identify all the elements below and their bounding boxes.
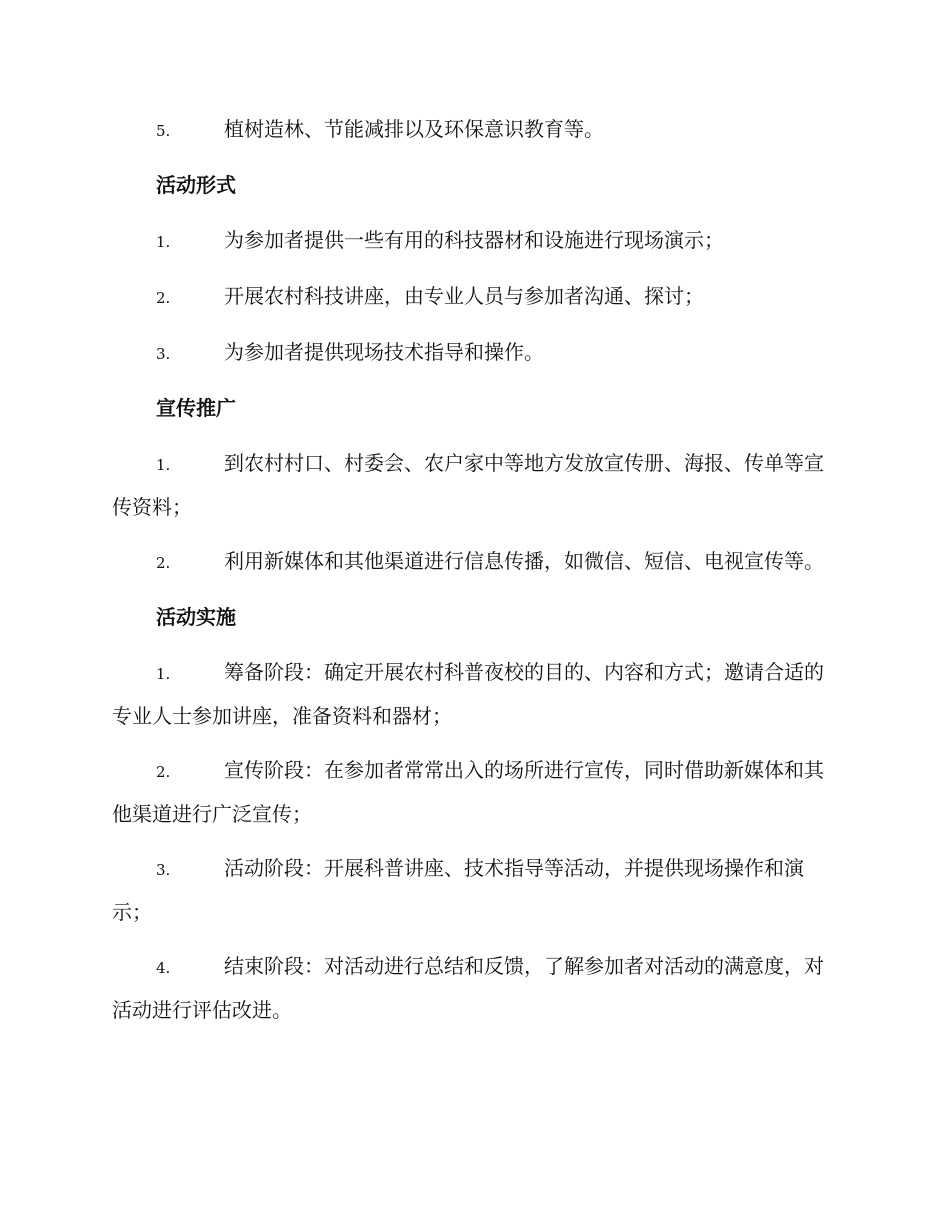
- list-item: [112, 219, 834, 263]
- list-text: 开展农村科技讲座，由专业人员与参加者沟通、探讨；: [224, 284, 704, 308]
- section-heading: 活动实施: [156, 605, 236, 629]
- list-text: 植树造林、节能减排以及环保意识教育等。: [224, 117, 604, 141]
- list-number: 2.: [156, 763, 171, 781]
- section-heading: 宣传推广: [156, 396, 236, 420]
- list-text: 利用新媒体和其他渠道进行信息传播，如微信、短信、电视宣传等。: [224, 549, 824, 573]
- section-heading: 活动形式: [156, 173, 236, 197]
- list-number: 4.: [156, 959, 171, 977]
- list-item: [112, 847, 834, 933]
- list-text: 宣传阶段：在参加者常常出入的场所进行宣传，同时借助新媒体和其他渠道进行广泛宣传；: [112, 758, 824, 826]
- list-text: 筹备阶段：确定开展农村科普夜校的目的、内容和方式；邀请合适的专业人士参加讲座，准备资料和器材；: [112, 660, 824, 728]
- list-text: 结束阶段：对活动进行总结和反馈，了解参加者对活动的满意度，对活动进行评估改进。: [112, 954, 824, 1022]
- list-number: 1.: [156, 456, 171, 474]
- list-number: 5.: [156, 122, 171, 140]
- list-item: [112, 108, 834, 152]
- list-number: 1.: [156, 665, 171, 683]
- list-item: [112, 945, 834, 1031]
- list-item: [112, 442, 834, 528]
- list-text: 到农村村口、村委会、农户家中等地方发放宣传册、海报、传单等宣传资料；: [112, 451, 824, 519]
- list-item: [112, 331, 834, 375]
- document-page: [112, 108, 834, 1043]
- list-item: [112, 540, 834, 584]
- list-number: 2.: [156, 554, 171, 572]
- list-number: 1.: [156, 233, 171, 251]
- list-text: 为参加者提供现场技术指导和操作。: [224, 340, 544, 364]
- list-item: [112, 275, 834, 319]
- list-number: 3.: [156, 345, 171, 363]
- list-number: 2.: [156, 289, 171, 307]
- list-text: 为参加者提供一些有用的科技器材和设施进行现场演示；: [224, 228, 724, 252]
- list-number: 3.: [156, 861, 171, 879]
- list-item: [112, 651, 834, 737]
- list-text: 活动阶段：开展科普讲座、技术指导等活动，并提供现场操作和演示；: [112, 856, 804, 924]
- list-item: [112, 749, 834, 835]
